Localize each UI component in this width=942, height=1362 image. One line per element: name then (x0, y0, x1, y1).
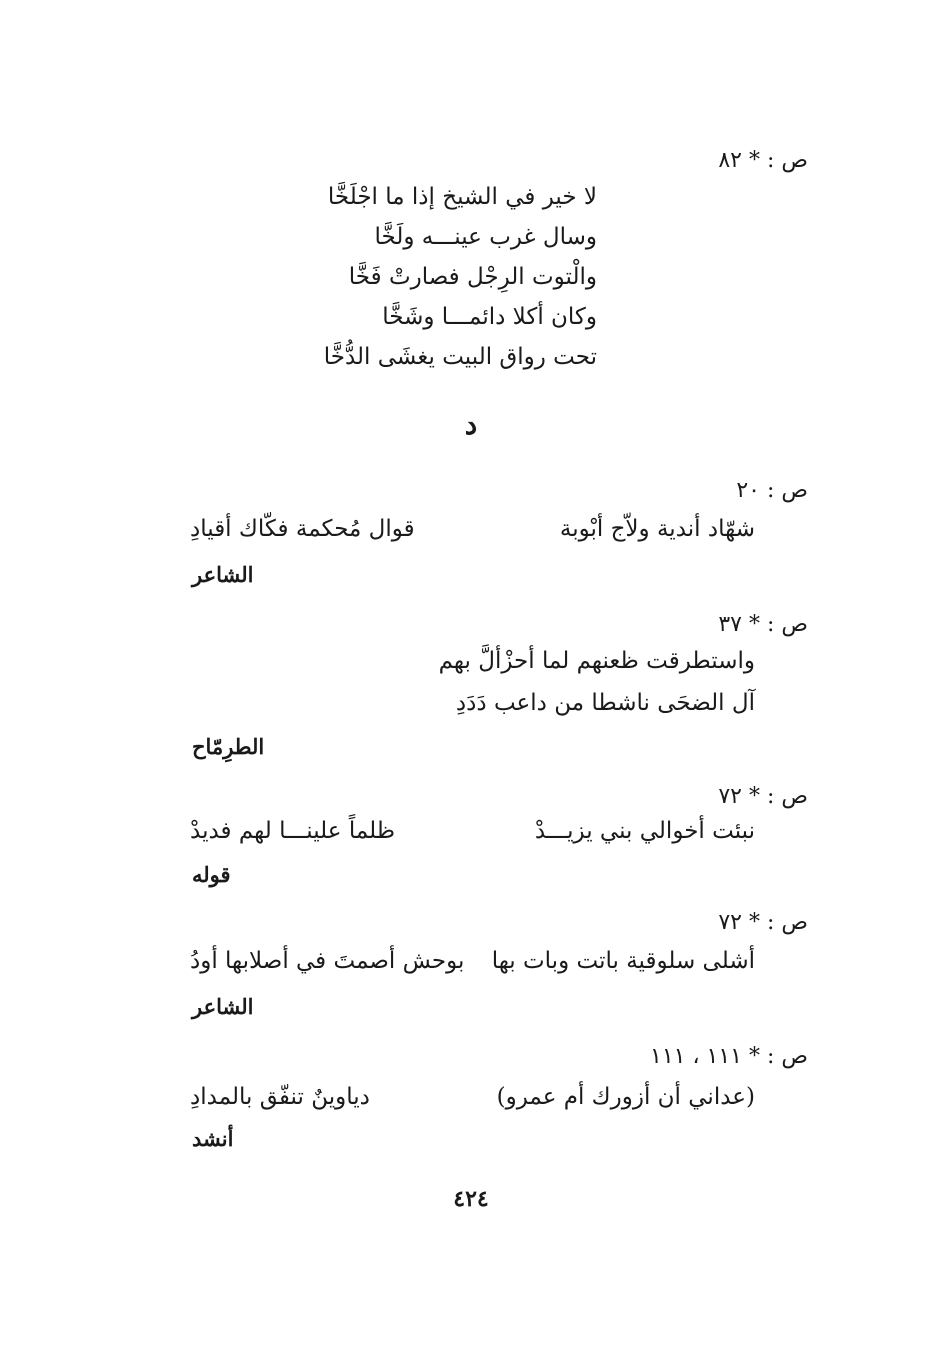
verse-line: تحت رواق البيت يغشَى الدُّخَّا (323, 344, 597, 370)
verse-line: لا خير في الشيخ إذا ما اجْلَخَّا (327, 184, 597, 210)
verse-second-hemistich: قوال مُحكمة فكّاك أقيادِ (190, 516, 415, 542)
verse-first-hemistich: نبئت أخوالي بني يزيـــدْ (534, 818, 755, 844)
poet-attribution: الشاعر (192, 994, 254, 1019)
page-reference: ص : * ١١١ ، ١١١ (650, 1044, 808, 1069)
verse-line: وسال غرب عينـــه ولَخَّا (374, 224, 597, 250)
page-reference: ص : * ٧٢ (718, 910, 808, 935)
verse-line: والْتوت الرِجْل فصارتْ فَخَّا (348, 264, 597, 290)
verse-second-hemistich: ظلماً علينـــا لهم فديدْ (190, 818, 396, 844)
verse-first-hemistich: شهّاد أندية ولاّج أبْوبة (559, 516, 755, 542)
verse-first-hemistich: (عداني أن أزورك أم عمرو) (496, 1084, 755, 1110)
poet-attribution: الطرِمّاح (192, 734, 265, 759)
verse-second-hemistich: آل الضحَى ناشطا من داعب دَدَدِ (455, 690, 755, 716)
verse-second-hemistich: بوحش أصمتَ في أصلابها أودُ (190, 948, 465, 974)
verse-first-hemistich: واستطرقت ظعنهم لما أحزْألَّ بهم (438, 648, 755, 674)
page-reference: ص : * ٨٢ (718, 148, 808, 173)
poet-attribution: قوله (192, 862, 231, 887)
page-reference: ص : * ٣٧ (718, 612, 808, 637)
poet-attribution: الشاعر (192, 562, 254, 587)
poet-attribution: أنشد (192, 1126, 234, 1151)
verse-line: وكان أكلا دائمـــا وشَخَّا (382, 304, 597, 330)
verse-first-hemistich: أشلى سلوقية باتت وبات بها (491, 948, 755, 974)
page-reference: ص : ٢٠ (736, 478, 808, 503)
section-letter-heading: د (464, 408, 478, 441)
page-number: ٤٢٤ (453, 1186, 489, 1212)
page-reference: ص : * ٧٢ (718, 784, 808, 809)
verse-second-hemistich: دياوينٌ تنفّق بالمدادِ (190, 1084, 370, 1110)
